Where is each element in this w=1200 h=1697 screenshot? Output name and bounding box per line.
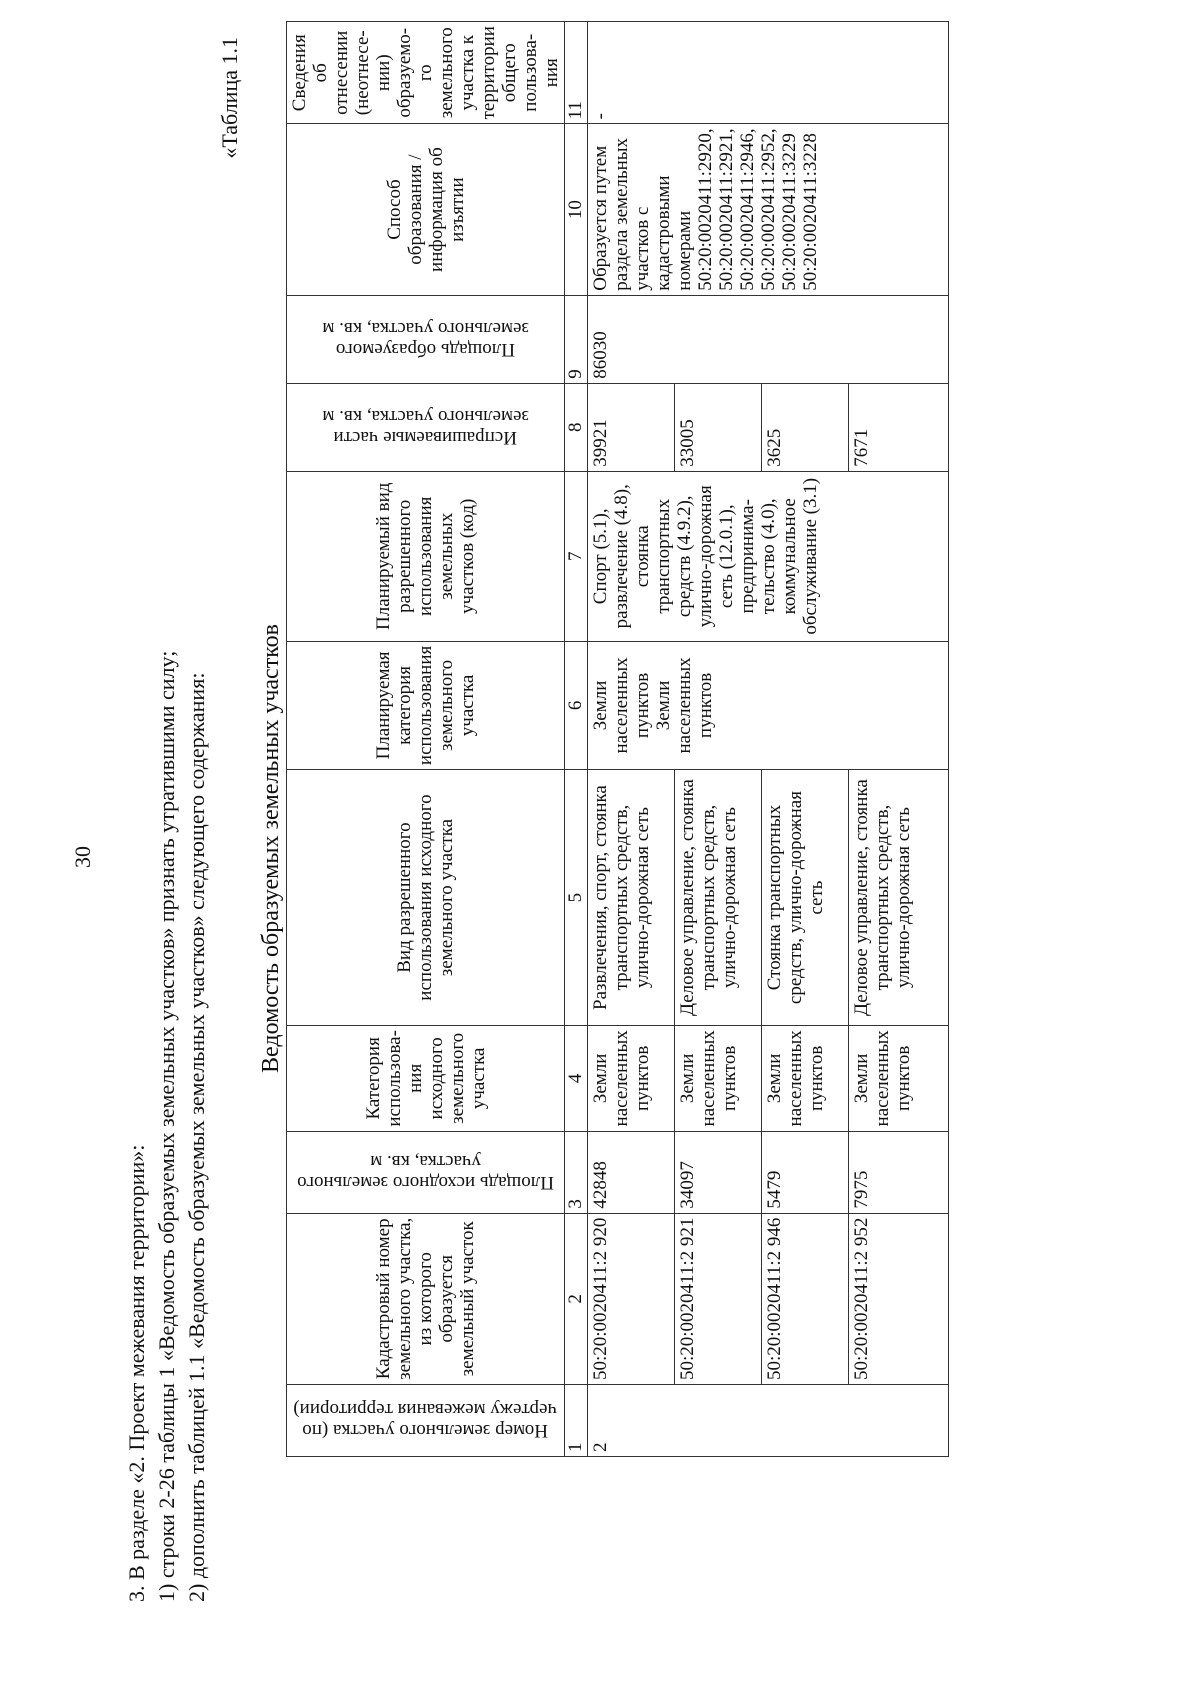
column-number: 2: [565, 1213, 588, 1384]
intro-text: [122, 102, 212, 1602]
table-title: Ведомость образуемых земельных участков: [258, 624, 284, 1073]
header-cadastral-number: Кадастровый номер земельного участка, из которого образуется земельный участок: [287, 1213, 565, 1384]
source-category: Земли населенных пунктов: [849, 1026, 949, 1132]
cadastral-number: 50:20:0020411:2 920: [588, 1213, 675, 1384]
formation-method: [588, 124, 949, 295]
column-number: 3: [565, 1131, 588, 1213]
method-line: Образуется путем: [590, 145, 611, 291]
header-public-use: Сведения об отнесении (неотнесе-нии) образуемо-го земельного участка к территории общего пользова-ния: [287, 22, 565, 124]
method-line: 50:20:0020411:3228: [800, 133, 821, 291]
column-number: 8: [565, 383, 588, 471]
header-formed-area: [287, 295, 565, 383]
header-plot-number: [287, 1385, 565, 1457]
column-number: 11: [565, 22, 588, 124]
table-row: [588, 22, 675, 1457]
header-planned-category: Планируемая категория использования земельного участка: [287, 641, 565, 769]
plot-number: 2: [588, 1385, 949, 1457]
cadastral-number: 50:20:0020411:2 952: [849, 1213, 949, 1384]
column-number: 9: [565, 295, 588, 383]
intro-line-3: 2) дополнить таблицей 1.1 «Ведомость образуемых земельных участков» следующего содержания:: [184, 672, 209, 1602]
source-area: 7975: [849, 1131, 949, 1213]
requested-part: 33005: [675, 383, 762, 471]
table-reference: «Таблица 1.1: [217, 37, 242, 159]
source-category: Земли населенных пунктов: [675, 1026, 762, 1132]
header-text: Площадь образуемого земельного участка, кв. м: [322, 318, 529, 361]
source-use: Стоянка транспортных средств, улично-дорожная сеть: [762, 770, 849, 1026]
column-number: 5: [565, 770, 588, 1026]
intro-line-1: 3. В разделе «2. Проект межевания территории»:: [124, 1144, 149, 1602]
planned-use: Спорт (5.1), развлечение (4.8), стоянка транспортных средств (4.9.2), улично-дорожная сеть (12.0.1), предпринима-тельство (4.0), коммунальное обслуживание (3.1): [588, 471, 949, 641]
method-line: раздела земельных: [611, 137, 632, 291]
public-use: -: [588, 22, 949, 124]
method-line: участков с: [632, 206, 653, 291]
header-text: Испрашиваемые части земельного участка, кв. м: [322, 406, 529, 449]
source-use: Деловое управление, стоянка транспортных средств, улично-дорожная сеть: [675, 770, 762, 1026]
header-row: [287, 22, 565, 1457]
source-area: 5479: [762, 1131, 849, 1213]
requested-part: 39921: [588, 383, 675, 471]
source-use: Деловое управление, стоянка транспортных средств, улично-дорожная сеть: [849, 770, 949, 1026]
header-text: Площадь исходного земельного участка, кв. м: [297, 1151, 554, 1194]
cadastral-number: 50:20:0020411:2 946: [762, 1213, 849, 1384]
requested-part: 7671: [849, 383, 949, 471]
header-text: Номер земельного участка (по чертежу межевания территории): [293, 1399, 558, 1442]
method-line: 50:20:0020411:2952,: [758, 128, 779, 291]
source-category: Земли населенных пунктов: [762, 1026, 849, 1132]
column-number: 6: [565, 641, 588, 769]
cadastral-number: 50:20:0020411:2 921: [675, 1213, 762, 1384]
header-source-use: Вид разрешенного использования исходного земельного участка: [287, 770, 565, 1026]
column-number: 7: [565, 471, 588, 641]
source-category: Земли населенных пунктов: [588, 1026, 675, 1132]
page-number: 30: [70, 846, 95, 868]
column-number: 10: [565, 124, 588, 295]
method-line: 50:20:0020411:3229: [779, 133, 800, 291]
method-line: кадастровыми: [653, 175, 674, 291]
method-line: 50:20:0020411:2921,: [716, 128, 737, 291]
method-line: номерами: [674, 210, 695, 291]
formed-area: 86030: [588, 295, 949, 383]
source-use: Развлечения, спорт, стоянка транспортных средств, улично-дорожная сеть: [588, 770, 675, 1026]
column-number: 1: [565, 1385, 588, 1457]
header-formation-method: Способ образования /информация об изъятии: [287, 124, 565, 295]
requested-part: 3625: [762, 383, 849, 471]
source-area: 42848: [588, 1131, 675, 1213]
column-number-row: [565, 22, 588, 1457]
header-source-category: Категория использова-ния исходного земельного участка: [287, 1026, 565, 1132]
source-area: 34097: [675, 1131, 762, 1213]
land-plots-table: [286, 21, 949, 1457]
column-number: 4: [565, 1026, 588, 1132]
planned-category: Земли населенных пунктов Земли населенных пунктов: [588, 641, 949, 769]
header-source-area: [287, 1131, 565, 1213]
intro-line-2: 1) строки 2-26 таблицы 1 «Ведомость образуемых земельных участков» признать утратившими силу;: [154, 650, 179, 1602]
method-line: 50:20:0020411:2920,: [695, 128, 716, 291]
header-requested-parts: [287, 383, 565, 471]
header-planned-use: Планируемый вид разрешенного использования земельных участков (код): [287, 471, 565, 641]
method-line: 50:20:0020411:2946,: [737, 128, 758, 291]
